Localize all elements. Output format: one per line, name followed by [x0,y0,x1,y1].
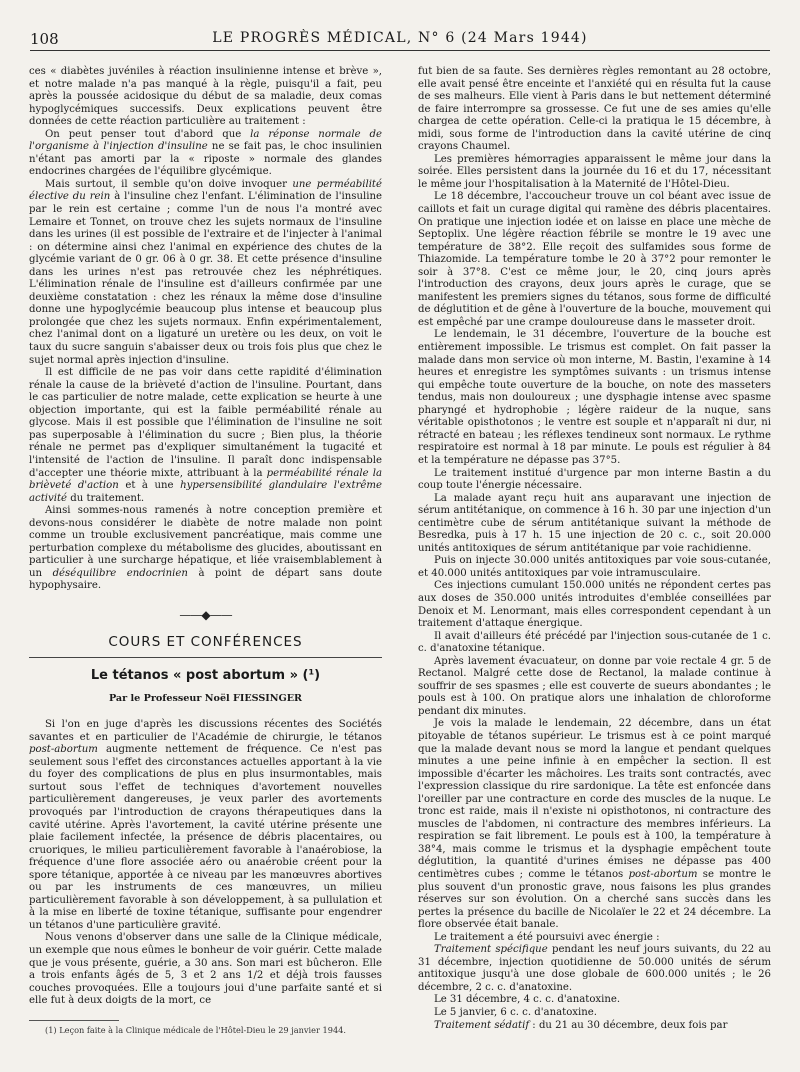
paragraph: Le 5 janvier, 6 c. c. d'anatoxine. [434,1007,597,1019]
page-header [30,26,770,51]
paragraph: Puis on injecte 30.000 unités antitoxiques par voie sous-cutanée, et 40.000 unités antitoxiques par voie intramusculaire. [418,555,771,579]
byline: Par le Professeur Noël FIESSINGER [108,692,303,704]
paragraph: Traitement sédatif : du 21 au 30 décembre, deux fois par [434,1019,728,1031]
paragraph: Ainsi sommes-nous ramenés à notre conception première et devons-nous considérer le diabète de notre malade non point comme un trouble exclusivement pancréatique, mais comme une perturbation complexe du métabolisme des glucides, aboutissant en particulier à une surcharge hépatique, et liée vraisemblablement à un déséquilibre endocrinien à point de départ sans doute hypophysaire. [29,505,383,592]
paragraph: Le 18 décembre, l'accoucheur trouve un col béant avec issue de caillots et fait un curage digital qui ramène des débris placentaires. On pratique une injection iodée et on laisse en place une mèche de Septoplix. Une légère réaction fébrile se montre le 19 avec une température de 38°2. Elle reçoit des sulfamides sous forme de Thiazomide. La température tombe le 20 à 37°2 pour remonter le soir à 37°8. C'est ce même jour, le 20, cinq jours après l'introduction des crayons, deux jours après le curage, que se manifestent les premiers signes du tétanos, sous forme de difficulté de déglutition et de gêne à l'ouverture de la bouche, mouvement qui est empêché par une crampe douloureuse dans le masseter droit. [418,191,771,328]
paragraph: Nous venons d'observer dans une salle de la Clinique médicale, un exemple que nous eûmes le bonheur de voir guérir. Cette malade que je vous présente, guérie, a 30 ans. Son mari est bûcheron. Elle a trois enfants âgés de 5, 3 et 2 ans 1/2 et déjà trois fausses couches provoquées. Elle a toujours joui d'une parfaite santé et si elle fut à deux doigts de la mort, ce [29,932,382,1007]
paragraph: Mais surtout, il semble qu'on doive invoquer une perméabilité élective du rein à l'insuline chez l'enfant. L'élimination de l'insuline par le rein est certaine ; comme l'un de nous l'a montré avec Lemaire et Tonnet, on trouve chez les sujets normaux de l'insuline dans les urines (il est possible de l'extraire et de l'injecter à l'animal : on détermine ainsi chez l'animal en expérience des chutes de la glycémie variant de 0 gr. 06 à 0 gr. 38. Et cette présence d'insuline dans les urines n'est pas retrouvée chez les néphrétiques. L'élimination rénale de l'insuline est d'ailleurs confirmée par une deuxième constatation : chez les rénaux la même dose d'insuline donne une hypoglycémie beaucoup plus intense et beaucoup plus prolongée que chez les sujets normaux. Enfin expérimentalement, chez l'animal dont on a ligaturé un uretère ou les deux, on voit le taux du sucre sanguin s'abaisser deux ou trois fois plus que chez le sujet normal après injection d'insuline. [29,178,382,366]
paragraph: Le 31 décembre, 4 c. c. d'anatoxine. [434,994,621,1006]
paragraph: Traitement spécifique pendant les neuf jours suivants, du 22 au 31 décembre, injection quotidienne de 50.000 unités de sérum antitoxique jusqu'à une dose globale de 600.000 unités ; le 26 décembre, 2 c. c. d'anatoxine. [418,944,772,993]
section-title: COURS ET CONFÉRENCES [29,636,382,659]
paragraph: fut bien de sa faute. Ses dernières règles remontant au 28 octobre, elle avait pensé être enceinte et l'anxiété qui en résulta fut la cause de ses malheurs. Elle vient à Paris dans le but nettement déterminé de faire interrompre sa grossesse. Ce fut une de ses amies qu'elle chargea de cette opération. Celle-ci la pratiqua le 15 décembre, à midi, sous forme de l'introduction dans la cavité utérine de cinq crayons Chaumel. [418,66,771,153]
page-number: 108 [30,30,59,48]
paragraph: Les premières hémorragies apparaissent le même jour dans la soirée. Elles persistent dans la journée du 16 et du 17, nécessitant le même jour l'hospitalisation à la Maternité de l'Hôtel-Dieu. [418,153,771,190]
paragraph: ces « diabètes juvéniles à réaction insulinienne intense et brève », et notre malade n'a pas manqué à la règle, puisqu'il a fait, peu après la poussée acidosique du début de sa maladie, deux comas hypoglycémiques successifs. Deux explications peuvent être données de cette réaction particulière au traitement : [29,66,382,128]
paragraph: Après lavement évacuateur, on donne par voie rectale 4 gr. 5 de Rectanol. Malgré cette dose de Rectanol, la malade continue à souffrir de ses spasmes ; elle est couverte de sueurs abondantes ; le pouls est à 100. On pratique alors une inhalation de chloroforme pendant dix minutes. [418,655,771,717]
left-column [29,66,382,1035]
section-divider: ——◆—— [179,607,232,622]
paragraph: Le traitement a été poursuivi avec énergie : [434,931,660,943]
footnote: (1) Leçon faite à la Clinique médicale de l'Hôtel-Dieu le 29 janvier 1944. [45,1024,346,1035]
right-column [418,66,771,1032]
article-title: Le tétanos « post abortum » (¹) [90,668,321,684]
paragraph: Si l'on en juge d'après les discussions récentes des Sociétés savantes et en particulier de l'Académie de chirurgie, le tétanos post-abortum augmente nettement de fréquence. Ce n'est pas seulement sous l'effet des circonstances actuelles apportant à la vie du foyer des complications de plus en plus insurmontables, mais surtout sous l'effet de techniques d'avortement nouvelles particulièrement dangereuses, je veux parler des avortements provoqués par l'introduction de crayons thérapeutiques dans la cavité utérine. Après l'avortement, la cavité utérine présente une plaie facilement infectée, la présence de débris placentaires, ou cruoriques, le milieu particulièrement favorable à l'anaérobiose, la fréquence d'une flore associée aéro ou anaérobie créent pour la spore tétanique, apportée à ce niveau par les manœuvres abortives ou par les instruments de ces manœuvres, un milieu particulièrement favorable à son développement, à sa pullulation et à la mise en liberté de toxine tétanique, suffisante pour engendrer un tétanos d'une particulière gravité. [29,719,382,931]
paragraph: Le traitement institué d'urgence par mon interne Bastin a du coup toute l'énergie nécessaire. [418,467,771,492]
paragraph: Le lendemain, le 31 décembre, l'ouverture de la bouche est entièrement impossible. Le trismus est complet. On fait passer la malade dans mon service où mon interne, M. Bastin, l'examine à 14 heures et enregistre les symptômes suivants : un trismus intense qui empêche toute ouverture de la bouche, on note des masseters tendus, mais non douloureux ; une dysphagie intense avec spasme pharyngé et hydrophobie ; légère raideur de la nuque, sans véritable opisthotonos ; le ventre est souple et n'apparaît ni dur, ni rétracté en bateau ; les réflexes tendineux sont normaux. Le rythme respiratoire est normal à 18 par minute. Le pouls est régulier à 84 et la température ne dépasse pas 37°5. [418,329,771,466]
footnote-rule [29,1020,119,1021]
paragraph: Je vois la malade le lendemain, 22 décembre, dans un état pitoyable de tétanos supérieur. Le trismus est à ce point marqué que la malade devant nous se mord la langue et pendant quelques minutes a une peine infinie à en empêcher la section. Il est impossible d'écarter les mâchoires. Les traits sont contractés, avec l'expression classique du rire sardonique. La tête est enfoncée dans l'oreiller par une contracture en corde des muscles de la nuque. Le tronc est raide, mais il n'existe ni opisthotonos, ni contracture des muscles de l'abdomen, ni contracture des membres inférieurs. La respiration se fait librement. Le pouls est à 100, la température à 38°4, mais comme le trismus et la dysphagie empêchent toute déglutition, la quantité d'urines émises ne dépasse pas 400 centimètres cubes ; comme le tétanos post-abortum se montre le plus souvent d'un pronostic grave, nous faisons les plus grandes réserves sur son évolution. On a cherché sans succès dans les pertes la présence du bacille de Nicolaïer le 22 et 24 décembre. La flore observée était banale. [418,718,771,931]
paragraph: Il est difficile de ne pas voir dans cette rapidité d'élimination rénale la cause de la brièveté d'action de l'insuline. Pourtant, dans le cas particulier de notre malade, cette explication se heurte à une objection importante, qui est la faible perméabilité rénale au glycose. Mais il est possible que l'élimination de l'insuline ne soit pas superposable à l'élimination du sucre ; Bien plus, la théorie rénale ne permet pas d'expliquer simultanément la tugacité et l'intensité de l'action de l'insuline. Il paraît donc indispensable d'accepter une théorie mixte, attribuant à la perméabilité rénale la brièveté d'action et à une hypersensibilité glandulaire l'extrême activité du traitement. [29,367,382,504]
paragraph: La malade ayant reçu huit ans auparavant une injection de sérum antitétanique, on commence à 16 h. 30 par une injection d'un centimètre cube de sérum antitétanique suivant la méthode de Besredka, puis à 17 h. 15 une injection de 20 c. c., soit 20.000 unités antitoxiques de sérum antitétanique par voie rachidienne. [418,492,771,554]
paragraph: Il avait d'ailleurs été précédé par l'injection sous-cutanée de 1 c. c. d'anatoxine tétanique. [418,630,771,655]
paragraph: On peut penser tout d'abord que la réponse normale de l'organisme à l'injection d'insuline ne se fait pas, le choc insulinien n'étant pas amorti par la « riposte » normale des glandes endocrines chargées de l'équilibre glycémique. [29,128,382,178]
running-title: LE PROGRÈS MÉDICAL, N° 6 (24 Mars 1944) [212,30,588,46]
paragraph: Ces injections cumulant 150.000 unités ne répondent certes pas aux doses de 350.000 unités introduites d'emblée conseillées par Denoix et M. Lenormant, mais elles correspondent cependant à un traitement d'attaque énergique. [418,580,771,630]
